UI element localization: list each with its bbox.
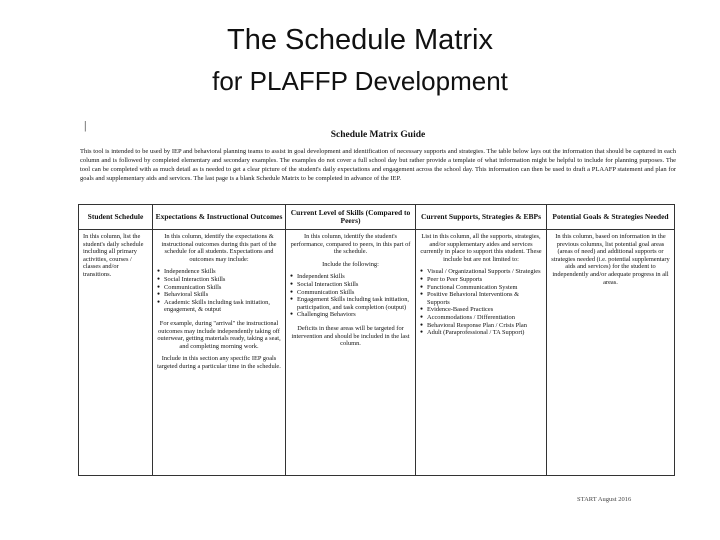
list-item: ● Accommodations / Differentiation xyxy=(420,314,542,322)
list-item: ● Communication Skills xyxy=(290,289,411,297)
header-potential-goals: Potential Goals & Strategies Needed xyxy=(547,205,675,230)
footer-credit: START August 2016 xyxy=(577,496,632,503)
list-item: ● Challenging Behaviors xyxy=(290,311,411,319)
cell-text: In this column, list the student's daily schedule including all primary activities, courses / classes and/or transitions. xyxy=(83,233,144,278)
list-item: ● Academic Skills including task initiation, engagement, & output xyxy=(157,299,281,314)
list-item: ● Positive Behavioral Interventions & Supports xyxy=(420,291,542,306)
cursor-mark: | xyxy=(84,118,87,132)
cell-text: For example, during "arrival" the instructional outcomes may include independently taking off outerwear, getting materials ready, taking a seat, and completing morning work. xyxy=(157,319,281,350)
cell-student-schedule xyxy=(79,230,153,476)
list-item: ● Engagement Skills including task initiation, participation, and task completion (output) xyxy=(290,296,411,311)
list-item: ● Social Interaction Skills xyxy=(290,281,411,289)
list-item: ● Adult (Paraprofessional / TA Support) xyxy=(420,329,542,337)
list-item: ● Behavioral Response Plan / Crisis Plan xyxy=(420,322,542,330)
list-item: ● Independent Skills xyxy=(290,273,411,281)
cell-expectations xyxy=(153,230,286,476)
header-expectations: Expectations & Instructional Outcomes xyxy=(153,205,286,230)
document-title: Schedule Matrix Guide xyxy=(330,130,426,140)
cell-text: In this column, based on information in the previous columns, list potential goal areas (areas of need) and additional supports or strategies needed (i.e. potential supplementary aids and services) for the student to independently and/or adequate progress in all areas. xyxy=(551,233,670,286)
list-item: ● Peer to Peer Supports xyxy=(420,276,542,284)
slide-subtitle: for PLAFFP Development xyxy=(212,66,508,96)
cell-text: Include in this section any specific IEP goals targeted during a particular time in the schedule. xyxy=(157,355,281,370)
cell-text: Deficits in these areas will be targeted for intervention and should be included in the last column. xyxy=(291,324,410,348)
list-item: ● Functional Communication System xyxy=(420,284,542,292)
table-row xyxy=(79,230,675,476)
schedule-matrix-table xyxy=(78,204,675,476)
header-current-level: Current Level of Skills (Compared to Peers) xyxy=(286,205,416,230)
list-item: ● Social Interaction Skills xyxy=(157,276,281,284)
list-item: ● Communication Skills xyxy=(157,284,281,292)
table-header-row xyxy=(79,205,675,230)
cell-text: In this column, identify the expectations & instructional outcomes during this part of the schedule for all students. Expectations and outcomes may include: xyxy=(161,233,277,263)
bullet-list xyxy=(290,273,411,319)
cell-text: List in this column, all the supports, strategies, and/or supplementary aides and services currently in place to support this student. These include but are not limited to: xyxy=(420,233,542,263)
document-intro: This tool is intended to be used by IEP and behavioral planning teams to assist in goal development and identification of necessary supports and strategies. The table below lays out the information that should be captured in each column and is followed by completed elementary and secondary examples. The examples do not cover a full school day but rather provide a template of what information might be helpful to include for planning purposes. The tool can be completed with as much detail as is needed to get a clear picture of the student's daily expectations and engagement across the school day. This information can then be used to draft a PLAAFP statement and plan for goals and supplementary aids and services. The last page is a blank Schedule Matrix to be completed in advance of the IEP. xyxy=(80,148,676,182)
bullet-list xyxy=(420,268,542,336)
cell-potential-goals xyxy=(547,230,675,476)
header-student-schedule: Student Schedule xyxy=(79,205,153,230)
guide-document xyxy=(78,126,678,183)
cell-text: Include the following: xyxy=(322,260,379,268)
bullet-list xyxy=(157,268,281,314)
list-item: ● Visual / Organizational Supports / Strategies xyxy=(420,268,542,276)
slide-title: The Schedule Matrix xyxy=(227,24,493,56)
list-item: ● Independence Skills xyxy=(157,268,281,276)
cell-text: In this column, identify the student's performance, compared to peers, in this part of the schedule. xyxy=(290,233,411,256)
cell-current-level xyxy=(286,230,416,476)
list-item: ● Evidence-Based Practices xyxy=(420,306,542,314)
list-item: ● Behavioral Skills xyxy=(157,291,281,299)
cell-current-supports xyxy=(416,230,547,476)
header-current-supports: Current Supports, Strategies & EBPs xyxy=(416,205,547,230)
